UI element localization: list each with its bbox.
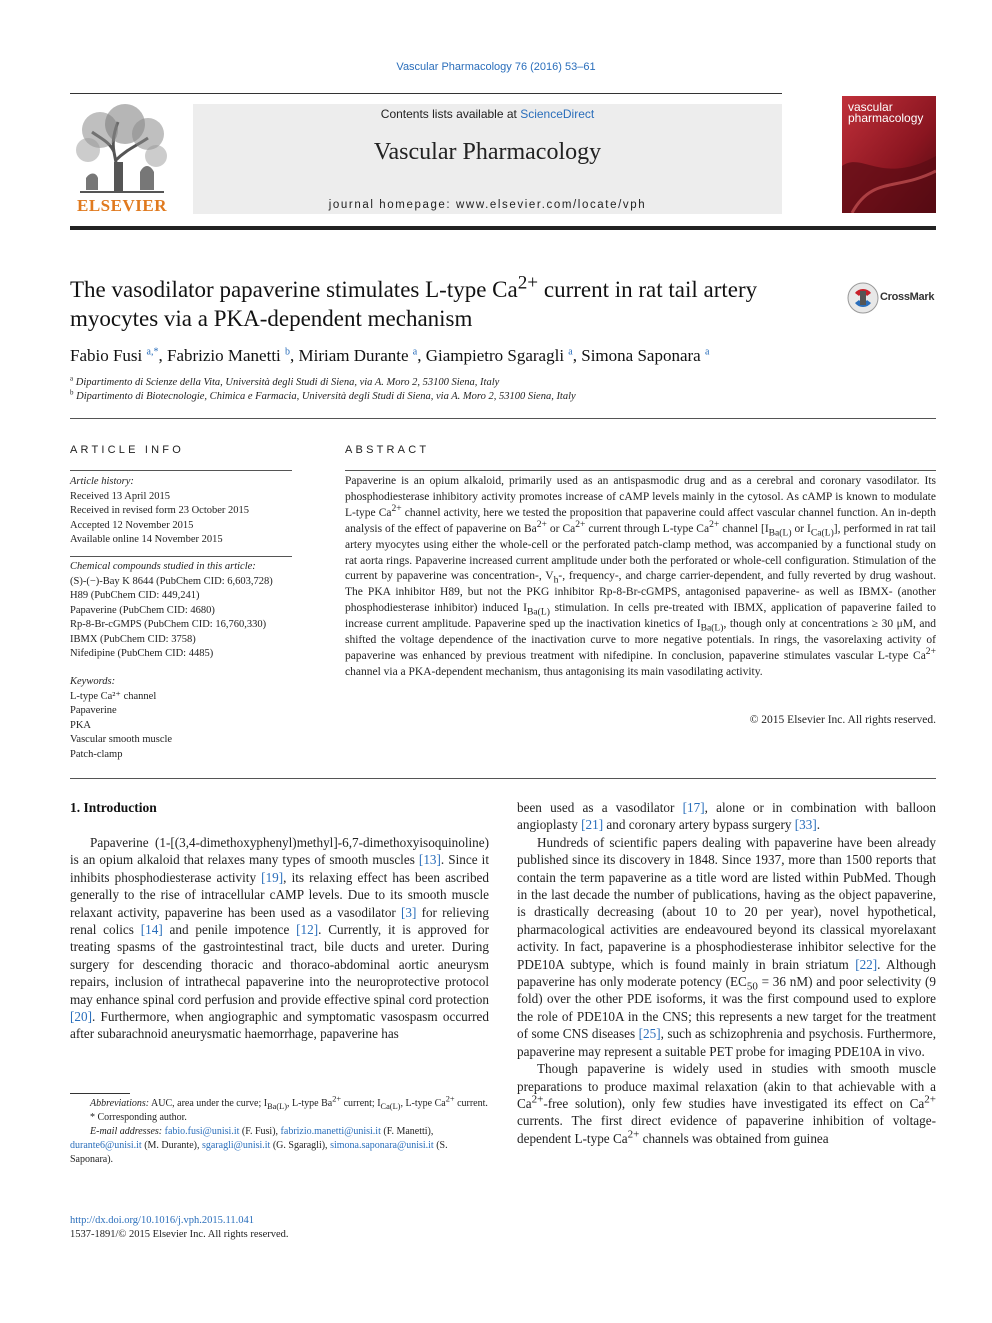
email-link[interactable]: simona.saponara@unisi.it	[330, 1140, 434, 1151]
abstract-copyright: © 2015 Elsevier Inc. All rights reserved.	[749, 714, 936, 726]
affiliation-rule	[70, 418, 936, 419]
affiliation-label: b	[70, 388, 74, 397]
journal-homepage[interactable]: journal homepage: www.elsevier.com/locate/vph	[328, 199, 647, 211]
history-item: Available online 14 November 2015	[70, 534, 223, 545]
chemical-item: IBMX (PubChem CID: 3758)	[70, 633, 196, 645]
keyword-item: PKA	[70, 719, 92, 731]
intro-paragraph: Though papaverine is widely used in studies with smooth muscle preparations to produce maximal relaxation (akin to that achievable with a $Ca^{2+}$-free solution), only few studies have investigated its effect on $Ca^{2+}$ currents. The first direct evidence of papaverine inhibition of voltage-dependent L-type $Ca^{2+}$ channels was obtained from guinea	[517, 1061, 936, 1146]
citation-link[interactable]: [25]	[638, 1026, 661, 1042]
sciencedirect-link[interactable]: ScienceDirect	[520, 107, 595, 121]
affiliation-a	[70, 374, 936, 388]
introduction-heading: 1. Introduction	[70, 800, 157, 815]
article-title	[70, 272, 810, 333]
intro-left-column	[70, 834, 489, 1043]
email-footnote: E-mail addresses: fabio.fusi@unisi.it (F. Fusi), fabrizio.manetti@unisi.it (F. Manetti), durante6@unisi.it (M. Durante), sgaragli@unisi.it (G. Sgaragli), simona.saponara@unisi.it (S. Saponara).	[70, 1126, 448, 1165]
title-part1: The vasodilator papaverine stimulates L-type Ca	[70, 277, 518, 302]
author-list: Fabio Fusi $^{a,*}$, Fabrizio Manetti $^b$, Miriam Durante $^a$, Giampietro Sgaragli $^a$, Simona Saponara $^a$	[70, 346, 710, 365]
header-top-rule	[70, 93, 782, 94]
journal-title: Vascular Pharmacology	[373, 139, 602, 165]
chemical-item: Rp-8-Br-cGMPS (PubChem CID: 16,760,330)	[70, 619, 267, 630]
intro-paragraph: Hundreds of scientific papers dealing with papaverine have been already published since its discovery in 1848. Since 1937, more than 1500 reports that contain the term papaverine as a title word are listed within PubMed. Though in the last decade the number of publications, having as the object papaverine, is drastically decreasing (about 10 to 20 per year), novel hypothetical, pharmacological activities are endeavoured beyond its classical myorelaxant activity. In fact, papaverine is a phosphodiesterase inhibitor selective for the PDE10A subtype, which is found mainly in brain striatum [22]. Although papaverine has only moderate potency ($EC_{50} = 36$ nM) and poor selectivity (9 fold) over the other PDE isoforms, it was the first compound used to explore the role of PDE10A in the CNS; this represents a new target for the treatment of some CNS diseases [25], such as schizophrenia and psychosis. Furthermore, papaverine may represent a suitable PET probe for imaging PDE10A in vivo.	[517, 834, 937, 1059]
article-history	[70, 475, 292, 548]
affiliation-text: Dipartimento di Biotecnologie, Chimica e Farmacia, Università degli Studi di Siena, via A. Moro 2, 53100 Siena, Italy	[76, 391, 576, 402]
intro-paragraph: Papaverine (1-[(3,4-dimethoxyphenyl)methyl]-6,7-dimethoxyisoquinoline) is an opium alkaloid that relaxes many types of smooth muscles [13]. Since it inhibits phosphodiesterase activity [19], its relaxing effect has been ascribed generally to the rise of intracellular cAMP levels. Due to its smooth muscle relaxant activity, papaverine has been used as a vasodilator [3] for relieving renal colics [14] and penile impotence [12]. Currently, it is approved for treating spasms of the gastrointestinal tract, bile ducts and ureter. During surgery for descending thoracic and thoraco-abdominal aortic aneurysm repairs, inclusion of intrathecal papaverine into the neuroprotective protocol may enhance spinal cord perfusion and provide effective spinal cord protection [20]. Furthermore, when angiographic and symptomatic vasospasm occurred after subarachnoid aneurysmatic haemorrhage, papaverine has	[70, 835, 490, 1042]
history-rule	[70, 556, 292, 557]
author-affiliation-mark[interactable]: a,*	[146, 346, 159, 358]
chemical-item: H89 (PubChem CID: 449,241)	[70, 590, 200, 601]
citation-link[interactable]: [19]	[261, 869, 284, 885]
email-link[interactable]: durante6@unisi.it	[70, 1140, 142, 1151]
abbreviations-footnote: Abbreviations: AUC, area under the curve; $I_{Ba(L)}$, L-type $Ba^{2+}$ current; $I_{Ca(L)}$, L-type $Ca^{2+}$ current.	[90, 1094, 488, 1111]
title-superscript: 2+	[517, 272, 539, 294]
affiliation-label: a	[70, 374, 74, 383]
email-link[interactable]: sgaragli@unisi.it	[201, 1140, 271, 1151]
abstract-body: Papaverine is an opium alkaloid, primarily used as an antispasmodic drug and as a cerebral and coronary vasodilator. Its phosphodiesterase inhibitory activity promotes increase of cAMP levels mainly in the cytosol. As cAMP is known to modulate L-type $Ca^{2+}$ channel activity, here we tested the proposition that papaverine could affect vascular channel function. An in-depth analysis of the effect of papaverine on $Ba^{2+}$ or $Ca^{2+}$ current through L-type $Ca^{2+}$ channel [$I_{Ba(L)}$ or $I_{Ca(L)}$], performed in rat tail artery myocytes using either the whole-cell or the perforated patch-clamp method, was accompanied by a functional study on rat aorta rings. Papaverine increased current amplitude under both the perforated or whole-cell configuration. Stimulation of the current by papaverine was concentration-, $V_h-$, frequency-, and charge carrier-dependent, and fully reverted by drug washout. The PKA inhibitor H89, but not the PKG inhibitor Rp-8-Br-cGMPS, antagonised papaverine- as well as IBMX- (another phosphodiesterase inhibitor) induced $I_{Ba(L)}$ stimulation. In cells pre-treated with IBMX, application of papaverine failed to increase current amplitude. Papaverine sped up the inactivation kinetics of $I_{Ba(L)}$, though only at concentrations ≥ 30 μM, and shifted the voltage dependence of the inactivation curve to more negative potentials. In rings, the vasorelaxing activity of papaverine was enhanced by previous treatment with nifedipine. In conclusion, papaverine stimulates vascular L-type $Ca^{2+}$ channel via a PKA-dependent mechanism, thus antagonising its main vasodilating activity.	[345, 475, 937, 678]
cover-title-line2: pharmacology	[848, 111, 924, 125]
chemical-item: Nifedipine (PubChem CID: 4485)	[70, 648, 214, 659]
history-item: Received in revised form 23 October 2015	[70, 505, 250, 516]
author-affiliation-mark[interactable]: a	[412, 346, 418, 358]
chemical-item: Papaverine (PubChem CID: 4680)	[70, 604, 215, 616]
journal-reference[interactable]: Vascular Pharmacology 76 (2016) 53–61	[396, 61, 596, 73]
author-name: Fabrizio Manetti	[166, 346, 281, 365]
email-link[interactable]: fabio.fusi@unisi.it	[164, 1126, 240, 1137]
chemical-item: (S)-(−)-Bay K 8644 (PubChem CID: 6,603,728)	[70, 575, 273, 587]
author-affiliation-mark[interactable]: a	[704, 346, 710, 358]
citation-link[interactable]: [12]	[296, 922, 319, 938]
intro-right-column	[517, 799, 936, 1147]
abstract-bottom-rule	[70, 778, 936, 779]
header-bottom-rule	[70, 226, 936, 230]
keyword-item: Patch-clamp	[70, 748, 123, 760]
affiliation-b	[70, 388, 936, 402]
author-affiliation-mark[interactable]: b	[285, 346, 291, 358]
citation-link[interactable]: [3]	[401, 904, 417, 920]
chemicals-label: Chemical compounds studied in this article:	[70, 561, 256, 572]
abstract-heading: ABSTRACT	[345, 444, 430, 456]
author-affiliation-mark[interactable]: a	[568, 346, 573, 358]
history-item: Accepted 12 November 2015	[70, 519, 194, 531]
history-item: Received 13 April 2015	[70, 490, 171, 502]
crossmark-label[interactable]: CrossMark	[880, 291, 935, 303]
keyword-item: Vascular smooth muscle	[70, 734, 173, 745]
citation-link[interactable]: [17]	[682, 800, 705, 815]
journal-cover[interactable]	[842, 96, 936, 213]
citation-link[interactable]: [13]	[418, 852, 441, 868]
author-name: Giampietro Sgaragli	[425, 346, 565, 365]
footnote-rule	[70, 1093, 130, 1094]
citation-link[interactable]: [21]	[581, 817, 604, 833]
citation-link[interactable]: [22]	[855, 956, 878, 972]
keywords	[70, 675, 292, 762]
doi-link[interactable]: http://dx.doi.org/10.1016/j.vph.2015.11.041	[70, 1215, 255, 1226]
intro-paragraph: been used as a vasodilator [17], alone or in combination with balloon angioplasty [21] and coronary artery bypass surgery [33].	[517, 800, 936, 833]
keyword-item: L-type Ca²⁺ channel	[70, 690, 157, 702]
author-name: Miriam Durante	[298, 346, 409, 365]
corresponding-author-footnote: * Corresponding author.	[90, 1112, 187, 1123]
citation-link[interactable]: [14]	[140, 922, 163, 938]
cover-title-line1: vascular	[848, 100, 893, 114]
issn-line: 1537-1891/© 2015 Elsevier Inc. All rights reserved.	[70, 1229, 289, 1240]
contents-prefix: Contents lists available at	[380, 107, 521, 121]
citation-link[interactable]: [20]	[70, 1009, 92, 1025]
elsevier-wordmark: ELSEVIER	[77, 196, 167, 215]
citation-link[interactable]: [33]	[794, 817, 817, 833]
author-name: Fabio Fusi	[70, 346, 143, 365]
title-part2: current in rat tail artery myocytes via a PKA-dependent mechanism	[70, 277, 758, 331]
email-link[interactable]: fabrizio.manetti@unisi.it	[280, 1126, 381, 1137]
chemical-compounds	[70, 560, 292, 662]
history-label: Article history:	[70, 476, 134, 487]
article-info-heading: ARTICLE INFO	[70, 444, 184, 456]
keywords-label: Keywords:	[70, 676, 116, 687]
contents-line	[193, 107, 782, 121]
abstract-rule	[345, 470, 936, 471]
article-info-rule	[70, 470, 292, 471]
author-name: Simona Saponara	[581, 346, 701, 365]
footnotes	[70, 1094, 489, 1167]
affiliation-text: Dipartimento di Scienze della Vita, Università degli Studi di Siena, via A. Moro 2, 53100 Siena, Italy	[75, 377, 500, 388]
keyword-item: Papaverine	[70, 705, 117, 716]
